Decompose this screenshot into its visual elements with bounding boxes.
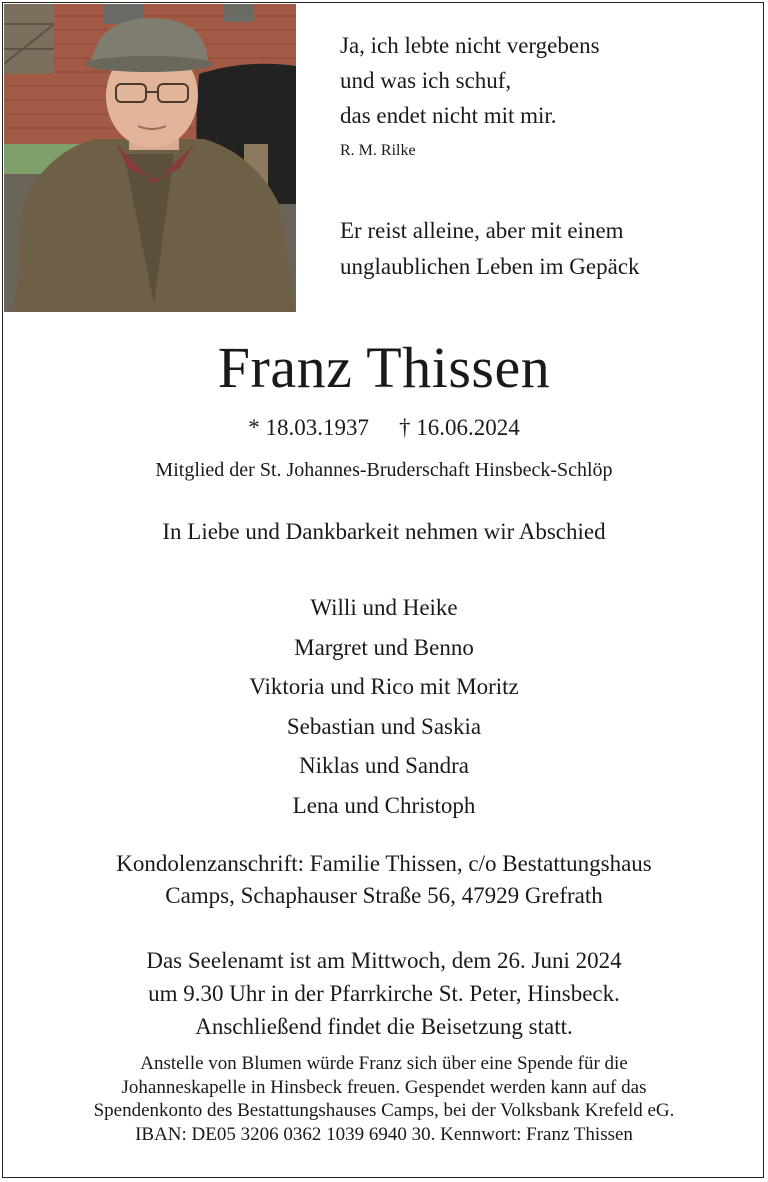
- rilke-poem: [340, 28, 750, 163]
- family-member: Lena und Christoph: [292, 792, 476, 818]
- donation-line: Johanneskapelle in Hinsbeck freuen. Gespendet werden kann auf das: [121, 1076, 647, 1098]
- birth-date: * 18.03.1937: [248, 415, 369, 440]
- membership-line: Mitglied der St. Johannes-Bruderschaft Hinsbeck-Schlöp: [155, 459, 613, 481]
- life-dates: [0, 412, 768, 444]
- death-date: † 16.06.2024: [399, 415, 520, 440]
- family-member: Viktoria und Rico mit Moritz: [249, 674, 519, 700]
- service-line: Das Seelenamt ist am Mittwoch, dem 26. Juni 2024: [146, 948, 622, 973]
- donation-line: Spendenkonto des Bestattungshauses Camps, bei der Volksbank Krefeld eG.: [93, 1100, 675, 1121]
- donation-line: Anstelle von Blumen würde Franz sich über eine Spende für die: [140, 1053, 628, 1074]
- condolence-line: Camps, Schaphauser Straße 56, 47929 Grefrath: [165, 883, 603, 908]
- condolence-address: [0, 848, 768, 912]
- service-details: [0, 944, 768, 1043]
- poem-line: das endet nicht mit mir.: [340, 103, 557, 128]
- family-member: Niklas und Sandra: [299, 753, 469, 779]
- donation-note: [0, 1052, 768, 1146]
- donation-line: IBAN: DE05 3206 0362 1039 6940 30. Kennwort: Franz Thissen: [135, 1123, 633, 1145]
- condolence-line: Kondolenzanschrift: Familie Thissen, c/o Bestattungshaus: [116, 851, 652, 876]
- portrait-photo: [4, 4, 296, 312]
- family-member: Sebastian und Saskia: [286, 713, 482, 739]
- deceased-name: Franz Thissen: [217, 335, 551, 400]
- poem-author: R. M. Rilke: [340, 142, 416, 159]
- travel-quote: [340, 213, 750, 285]
- family-list: [0, 588, 768, 826]
- family-member: Willi und Heike: [310, 595, 458, 620]
- poem-line: und was ich schuf,: [340, 68, 512, 93]
- poem-line: Ja, ich lebte nicht vergebens: [340, 33, 600, 58]
- quote-line: unglaublichen Leben im Gepäck: [340, 254, 640, 279]
- farewell-line: In Liebe und Dankbarkeit nehmen wir Abschied: [162, 519, 606, 544]
- service-line: Anschließend findet die Beisetzung statt.: [195, 1014, 573, 1039]
- service-line: um 9.30 Uhr in der Pfarrkirche St. Peter, Hinsbeck.: [148, 981, 620, 1006]
- quote-line: Er reist alleine, aber mit einem: [340, 218, 624, 243]
- family-member: Margret und Benno: [294, 634, 474, 660]
